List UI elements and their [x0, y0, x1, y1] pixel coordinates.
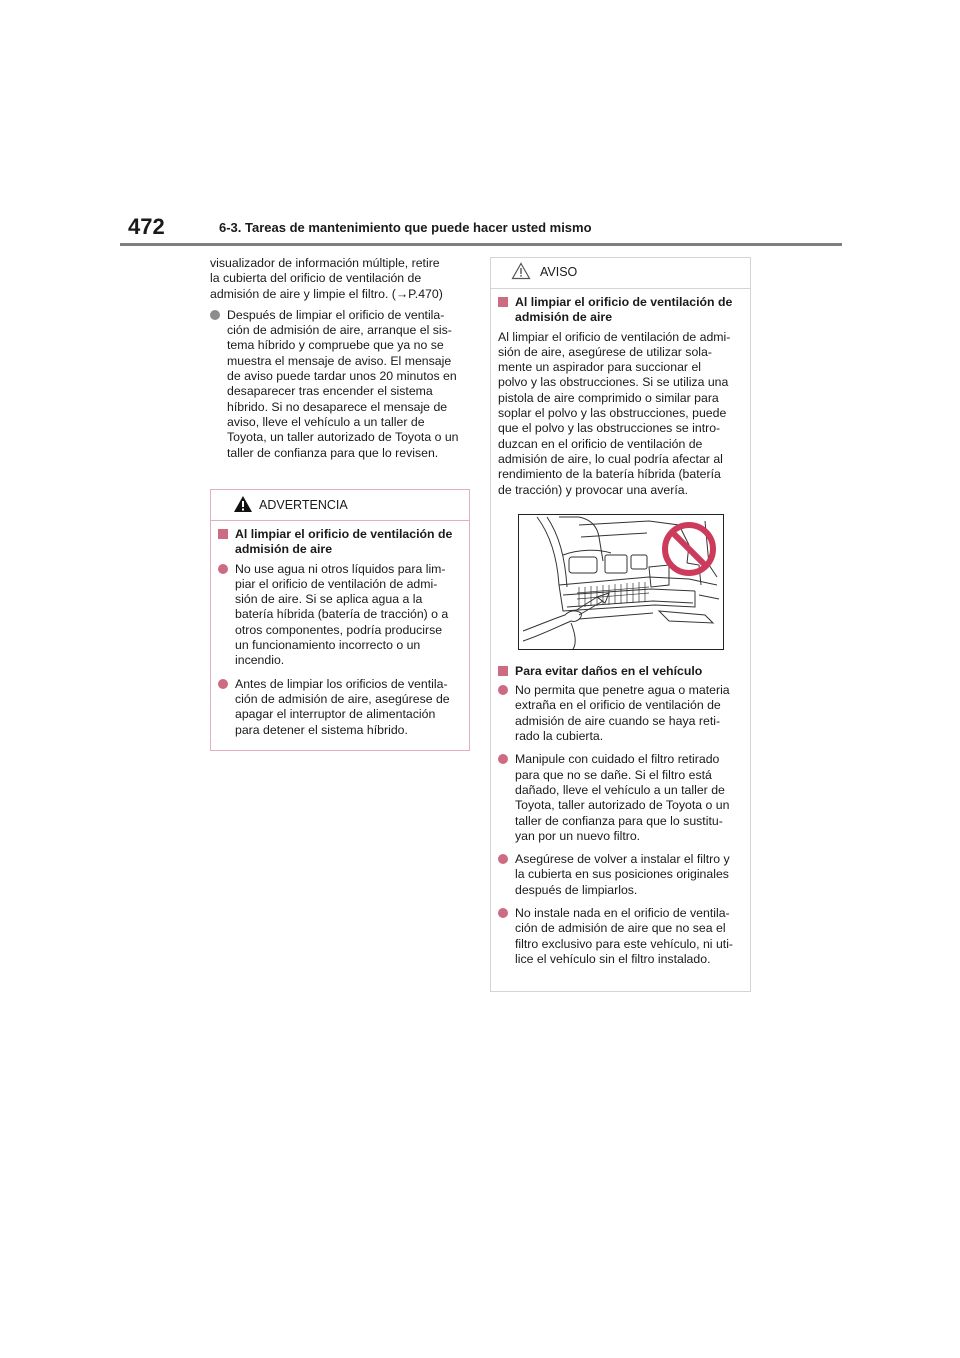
aviso-heading-2 [498, 664, 743, 679]
page-number: 472 [128, 214, 165, 239]
bullet-dot-icon [498, 685, 508, 695]
aviso-title: AVISO [540, 265, 578, 279]
bullet-dot-icon [498, 754, 508, 764]
text-line: yan por un nuevo filtro. [515, 828, 641, 843]
text-line: soplar el polvo y las obstrucciones, puede [498, 406, 727, 421]
text-line: Para evitar daños en el vehículo [515, 663, 703, 678]
text-line: filtro exclusivo para este vehículo, ni uti- [515, 936, 734, 951]
text-line: admisión de aire y limpie el filtro. (→P.470) [210, 286, 443, 301]
aviso-bullet [498, 906, 743, 967]
text-line: híbrido. Si no desaparece el mensaje de [227, 399, 448, 414]
text-line: incendio. [235, 653, 285, 668]
aviso-paragraph [498, 330, 743, 498]
text-line: taller de confianza para que lo sustitu- [515, 813, 723, 828]
text-line: Al limpiar el orificio de ventilación de admi- [498, 329, 731, 344]
text-line: admisión de aire, lo cual podría afectar al [498, 451, 723, 466]
text-line: ción de admisión de aire que no sea el [515, 921, 726, 936]
bullet-dot-icon [498, 854, 508, 864]
text-line: No instale nada en el orificio de ventila- [515, 906, 730, 921]
text-line: sión de aire. Si se aplica agua a la [235, 592, 423, 607]
text-line: Toyota, taller autorizado de Toyota o un [515, 798, 730, 813]
text-line: Al limpiar el orificio de ventilación de [515, 295, 733, 309]
warning-bullet [218, 562, 462, 669]
section-title: 6-3. Tareas de mantenimiento que puede hacer usted mismo [219, 220, 592, 235]
text-line: pistola de aire comprimido o similar para [498, 390, 719, 405]
text-line: Asegúrese de volver a instalar el filtro y [515, 852, 730, 867]
text-line: rado la cubierta. [515, 729, 604, 744]
text-line: desaparecer tras encender el sistema [227, 384, 433, 399]
text-line: lice el vehículo sin el filtro instalado. [515, 951, 711, 966]
text-line: la cubierta en sus posiciones originales [515, 867, 729, 882]
text-line: para que no se dañe. Si el filtro está [515, 767, 712, 782]
prohibited-icon [665, 525, 713, 573]
text-line: de tracción) y provocar una avería. [498, 482, 689, 497]
text-line: después de limpiarlos. [515, 882, 638, 897]
text-line: de aviso puede tardar unos 20 minutos en [227, 369, 457, 384]
text-line: tema híbrido y compruebe que ya no se [227, 338, 444, 353]
text-line: la cubierta del orificio de ventilación de [210, 271, 422, 286]
text-line: Después de limpiar el orificio de ventila- [227, 307, 445, 322]
text-line: mente un aspirador para succionar el [498, 360, 702, 375]
text-line: Al limpiar el orificio de ventilación de [235, 527, 453, 541]
warning-bullet [218, 677, 462, 738]
left-column [210, 256, 472, 461]
text-line: taller de confianza para que lo revisen. [227, 445, 439, 460]
bullet-dot-icon [218, 564, 228, 574]
text-line: dañado, lleve el vehículo a un taller de [515, 782, 725, 797]
bullet-dot-icon [210, 310, 220, 320]
illustration-vent-vacuum [518, 514, 724, 650]
text-line: aviso, lleve el vehículo a un taller de [227, 414, 425, 429]
text-line: piar el orificio de ventilación de admi- [235, 576, 438, 591]
warning-triangle-icon [233, 495, 253, 513]
caution-triangle-icon [511, 262, 531, 280]
text-line: que el polvo y las obstrucciones se intro- [498, 421, 721, 436]
text-line: ción de admisión de aire, asegúrese de [235, 691, 450, 706]
warning-box-header [211, 490, 469, 521]
square-bullet-icon [218, 529, 228, 539]
vent-illustration-drawing [519, 515, 723, 649]
text-line: No permita que penetre agua o materia [515, 683, 730, 698]
bullet-paragraph [210, 308, 472, 461]
aviso-bullet [498, 852, 743, 898]
aviso-box [490, 257, 751, 992]
warning-heading [218, 527, 462, 558]
text-line: polvo y las obstrucciones. Si se utiliza una [498, 375, 729, 390]
bullet-dot-icon [498, 908, 508, 918]
text-line: apagar el interruptor de alimentación [235, 707, 436, 722]
text-line: ción de admisión de aire, arranque el sis- [227, 323, 452, 338]
text-line: rendimiento de la batería híbrida (batería [498, 467, 721, 482]
text-line: Toyota, un taller autorizado de Toyota o un [227, 430, 459, 445]
text-line: admisión de aire [515, 310, 613, 325]
text-line: duzcan en el orificio de ventilación de [498, 436, 703, 451]
text-line: admisión de aire [235, 542, 333, 557]
square-bullet-icon [498, 297, 508, 307]
square-bullet-icon [498, 666, 508, 676]
text-line: muestra el mensaje de aviso. El mensaje [227, 353, 452, 368]
bullet-dot-icon [218, 679, 228, 689]
text-line: Antes de limpiar los orificios de ventila- [235, 676, 448, 691]
text-line: sión de aire, asegúrese de utilizar sola- [498, 344, 712, 359]
aviso-bullet [498, 683, 743, 744]
text-line: para detener el sistema híbrido. [235, 722, 408, 737]
text-line: otros componentes, podría producirse [235, 622, 443, 637]
warning-title: ADVERTENCIA [259, 498, 348, 512]
text-line: visualizador de información múltiple, retire [210, 256, 440, 270]
aviso-bullet [498, 752, 743, 844]
warning-box [210, 489, 470, 751]
text-line: un funcionamiento incorrecto o un [235, 638, 421, 653]
text-line: admisión de aire cuando se haya reti- [515, 713, 721, 728]
aviso-heading [498, 295, 743, 326]
text-line: extraña en el orificio de ventilación de [515, 698, 721, 713]
intro-paragraph [210, 256, 472, 302]
text-line: batería híbrida (batería de tracción) o a [235, 607, 449, 622]
text-line: No use agua ni otros líquidos para lim- [235, 561, 446, 576]
aviso-box-header [491, 258, 750, 289]
header-divider [120, 243, 842, 246]
text-line: Manipule con cuidado el filtro retirado [515, 752, 720, 767]
